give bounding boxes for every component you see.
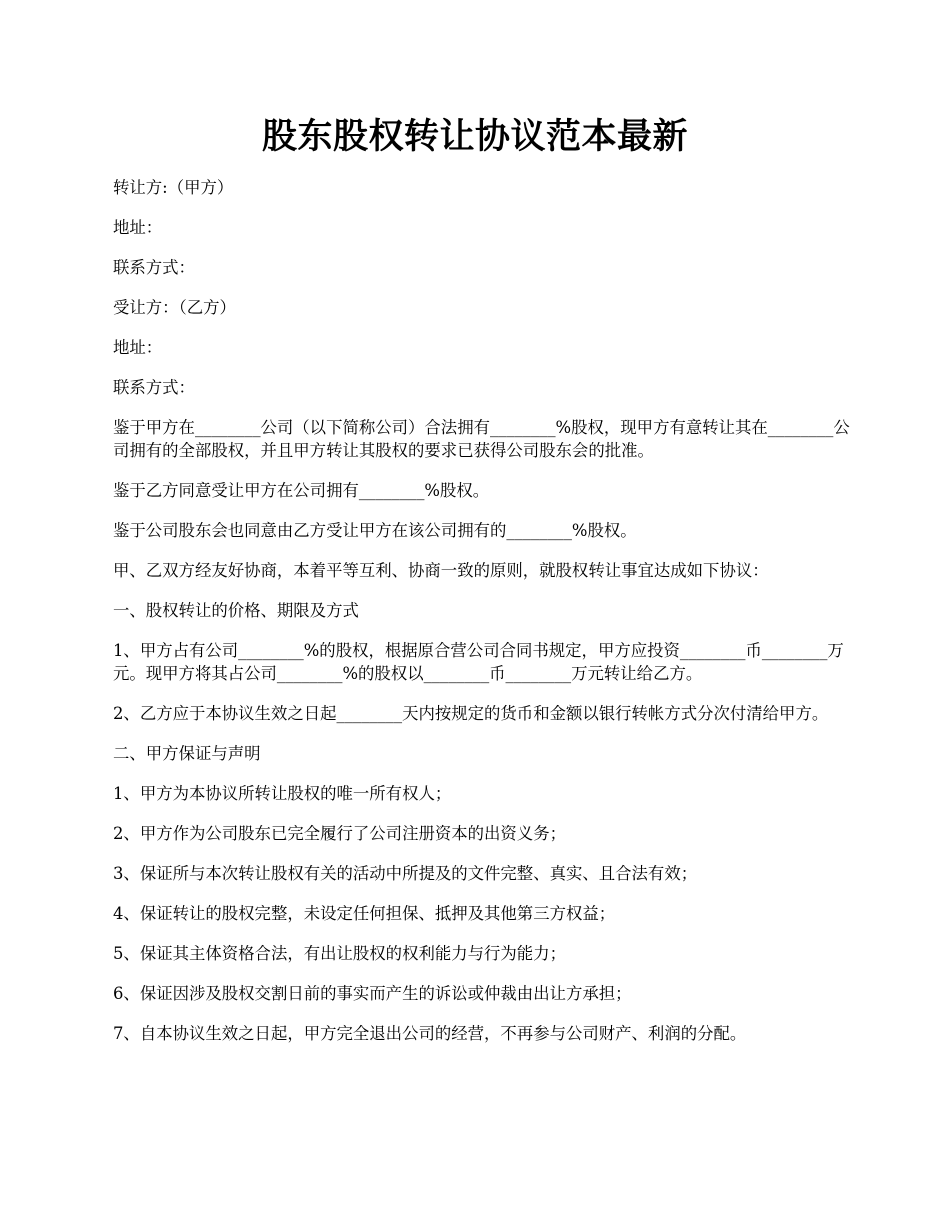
recital-paragraph: 鉴于乙方同意受让甲方在公司拥有________%股权。 [113, 481, 490, 500]
document-title: 股东股权转让协议范本最新 [261, 116, 688, 157]
clause-paragraph: 5、保证其主体资格合法，有出让股权的权利能力与行为能力； [113, 944, 566, 963]
document-body [113, 176, 853, 1062]
clause-paragraph: 1、甲方为本协议所转让股权的唯一所有权人； [113, 784, 452, 803]
recital-paragraph: 鉴于甲方在________公司（以下简称公司）合法拥有________%股权，现甲方有意转让其在________公司拥有的全部股权，并且甲方转让其股权的要求已获得公司股东会的批准。 [113, 418, 850, 460]
transferor-contact: 联系方式： [113, 258, 195, 277]
section-heading: 二、甲方保证与声明 [113, 744, 261, 763]
clause-paragraph: 4、保证转让的股权完整，未设定任何担保、抵押及其他第三方权益； [113, 904, 616, 923]
section-heading: 一、股权转让的价格、期限及方式 [113, 601, 359, 620]
preamble-paragraph: 甲、乙双方经友好协商，本着平等互利、协商一致的原则，就股权转让事宜达成如下协议： [113, 561, 769, 580]
transferee-contact: 联系方式： [113, 378, 195, 397]
transferee-address: 地址： [113, 338, 163, 357]
transferee-label: 受让方：（乙方） [113, 298, 236, 317]
transferor-address: 地址： [113, 218, 163, 237]
clause-paragraph: 7、自本协议生效之日起，甲方完全退出公司的经营，不再参与公司财产、利润的分配。 [113, 1024, 747, 1043]
clause-paragraph: 3、保证所与本次转让股权有关的活动中所提及的文件完整、真实、且合法有效； [113, 864, 698, 883]
clause-paragraph: 2、乙方应于本协议生效之日起________天内按规定的货币和金额以银行转帐方式分次付清给甲方。 [113, 704, 829, 723]
clause-paragraph: 2、甲方作为公司股东已完全履行了公司注册资本的出资义务； [113, 824, 566, 843]
transferor-label: 转让方:（甲方） [113, 178, 234, 197]
recital-paragraph: 鉴于公司股东会也同意由乙方受让甲方在该公司拥有的________%股权。 [113, 521, 637, 540]
clause-paragraph: 6、保证因涉及股权交割日前的事实而产生的诉讼或仲裁由出让方承担； [113, 984, 632, 1003]
clause-paragraph: 1、甲方占有公司________%的股权，根据原合营公司合同书规定，甲方应投资________币________万元。现甲方将其占公司________%的股权以________币________万元转让给乙方。 [113, 641, 844, 683]
